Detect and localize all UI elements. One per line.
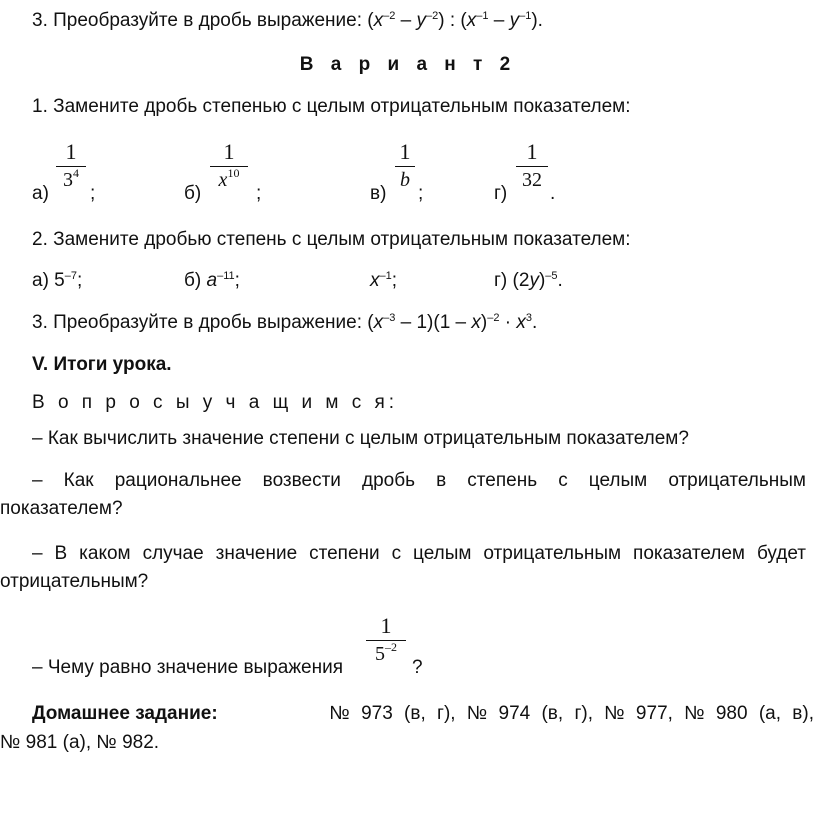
task3: 3. Преобразуйте в дробь выражение: $(x^{-3} - 1)(1 - x)^{-2} \cdot x^3$.	[32, 312, 538, 333]
question-1: – Как вычислить значение степени с целым отрицательным показателем?	[32, 428, 689, 449]
text: –	[395, 10, 417, 31]
denominator: 32	[522, 169, 542, 191]
fraction-q4	[366, 614, 406, 665]
question-3-line2: отрицательным?	[0, 571, 149, 592]
numerator: 1	[65, 139, 77, 164]
exponent: –2	[425, 10, 439, 22]
top-exercise	[32, 10, 816, 32]
task2-option-d: г) $(2y)^{-5}$.	[494, 270, 563, 291]
var-x: x	[373, 10, 384, 31]
fraction-bar	[516, 166, 548, 167]
question-3-line1: – В каком случае значение степени с целым отрицательным показателем будет	[32, 543, 806, 564]
question-2-line2: показателем?	[0, 498, 123, 519]
fraction-a	[56, 140, 86, 191]
questions-label: В о п р о с ы у ч а щ и м с я:	[32, 392, 395, 413]
task2-title: 2. Замените дробью степень с целым отрицательным показателем:	[32, 229, 631, 250]
task2-option-b: б) $a^{-11}$;	[184, 270, 240, 291]
fraction-bar	[395, 166, 415, 167]
option-d-label: г)	[494, 183, 508, 204]
denominator: $x^{10}$	[218, 166, 240, 191]
homework-line2: № 981 (а), № 982.	[0, 732, 160, 753]
text: ).	[531, 10, 543, 31]
var-y: y	[509, 10, 520, 31]
fraction-c	[395, 140, 415, 191]
text: –	[488, 10, 510, 31]
numerator: 1	[399, 139, 411, 164]
option-c-label: в)	[370, 183, 387, 204]
exponent: –1	[476, 10, 489, 22]
homework-items: № 973 (в, г), № 974 (в, г), № 977, № 980 (а, в),	[329, 703, 814, 724]
homework-line1	[32, 703, 814, 725]
section-heading: V. Итоги урока.	[32, 354, 172, 375]
variant-heading: В а р и а н т 2	[299, 54, 517, 75]
period: .	[550, 183, 556, 204]
semicolon: ;	[256, 183, 262, 204]
numerator: 1	[223, 139, 235, 164]
text: 3. Преобразуйте в дробь выражение: (	[32, 10, 374, 31]
fraction-d	[516, 140, 548, 191]
denominator: $3^4$	[63, 166, 79, 191]
denominator: $5^{-2}$	[375, 640, 397, 665]
task2-option-a: а) $5^{-7}$;	[32, 270, 83, 291]
denominator: b	[400, 169, 410, 191]
homework-label: Домашнее задание:	[32, 703, 218, 724]
semicolon: ;	[90, 183, 96, 204]
exponent: –2	[383, 10, 396, 22]
var-x: x	[466, 10, 477, 31]
question-4-text: – Чему равно значение выражения	[32, 657, 344, 678]
numerator: 1	[380, 613, 392, 638]
question-2-line1: – Как рациональнее возвести дробь в степень с целым отрицательным	[32, 470, 806, 491]
text: ) : (	[438, 10, 467, 31]
var-y: y	[416, 10, 426, 31]
numerator: 1	[526, 139, 538, 164]
fraction-bar	[56, 166, 86, 167]
task1-title: 1. Замените дробь степенью с целым отрицательным показателем:	[32, 96, 631, 117]
option-b-label: б)	[184, 183, 202, 204]
exponent: –1	[519, 10, 532, 22]
task2-option-c: $x^{-1}$;	[370, 270, 398, 291]
option-a-label: а)	[32, 183, 49, 204]
fraction-b	[210, 140, 248, 191]
semicolon: ;	[418, 183, 424, 204]
question-mark: ?	[412, 657, 423, 678]
